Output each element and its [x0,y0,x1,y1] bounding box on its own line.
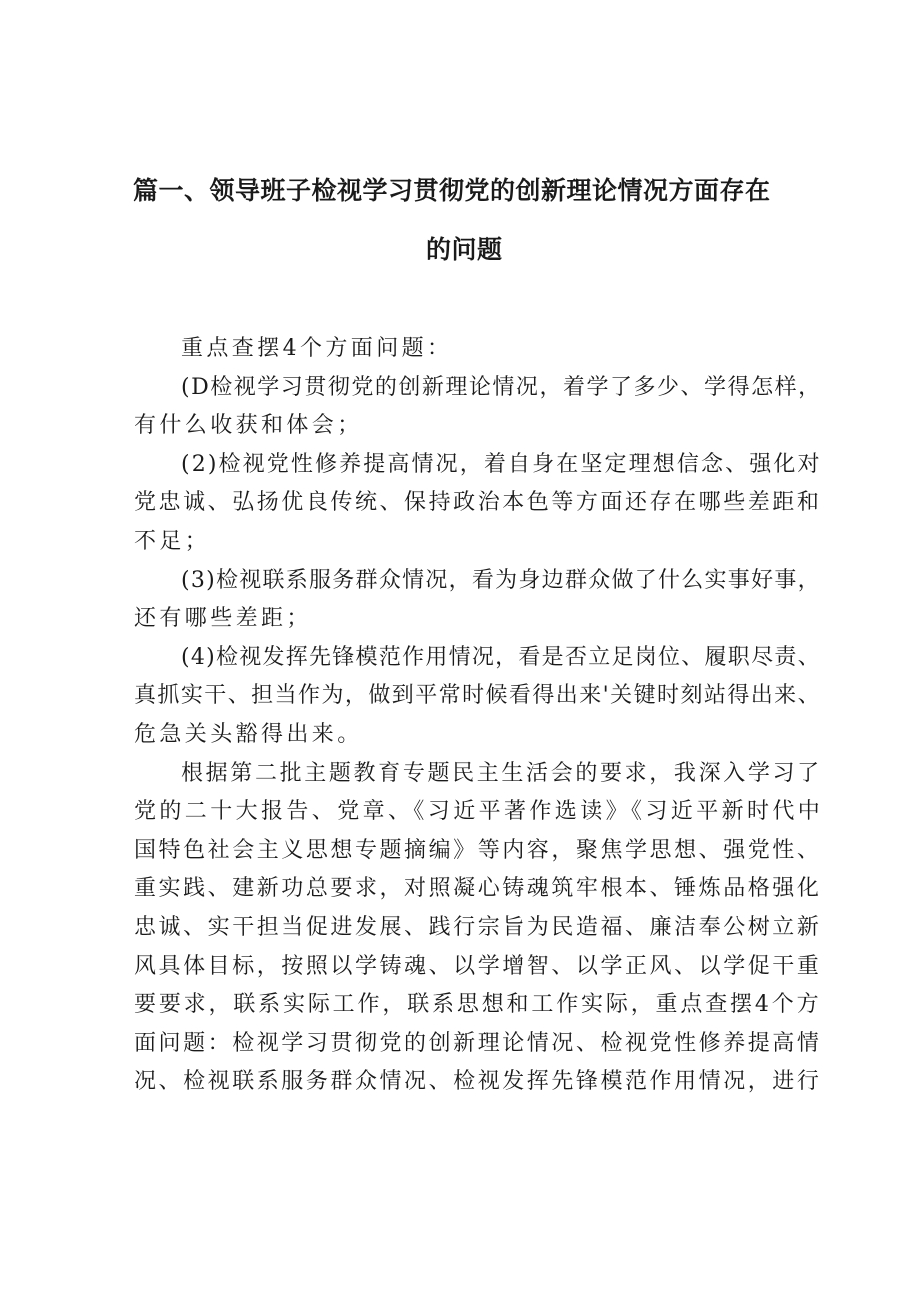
body-line: 国特色社会主义思想专题摘编》等内容，聚焦学思想、强党性、 [134,837,822,863]
document-title-line-1: 篇一、领导班子检视学习贯彻党的创新理论情况方面存在 [133,176,771,205]
document-title-line-2: 的问题 [426,235,503,264]
body-line: 有什么收获和体会； [134,413,363,439]
body-line: 况、检视联系服务群众情况、检视发挥先锋模范作用情况，进行 [134,1069,822,1095]
body-line: 要要求，联系实际工作，联系思想和工作实际，重点查摆4个方 [134,992,822,1018]
body-line: (4)检视发挥先锋模范作用情况，看是否立足岗位、履职尽责、 [181,644,821,670]
body-line: (D检视学习贯彻党的创新理论情况，着学了多少、学得怎样， [181,374,822,400]
body-line: 重点查摆4个方面问题： [181,336,453,361]
body-line: (2)检视党性修养提高情况，着自身在坚定理想信念、强化对 [181,451,822,477]
body-line: 根据第二批主题教育专题民主生活会的要求，我深入学习了 [181,760,822,786]
body-line: 危急关头豁得出来。 [134,721,363,747]
body-line: 还有哪些差距； [134,606,312,632]
body-line: (3)检视联系服务群众情况，看为身边群众做了什么实事好事， [181,567,821,593]
body-line: 重实践、建新功总要求，对照凝心铸魂筑牢根本、锤炼品格强化 [134,876,822,902]
body-line: 风具体目标，按照以学铸魂、以学增智、以学正风、以学促干重 [134,953,822,979]
body-line: 党忠诚、弘扬优良传统、保持政治本色等方面还存在哪些差距和 [134,490,822,516]
body-line: 党的二十大报告、党章、《习近平著作选读》《习近平新时代中 [134,799,824,825]
body-line: 真抓实干、担当作为，做到平常时候看得出来'关键时刻站得出来、 [134,683,822,709]
body-line: 面问题：检视学习贯彻党的创新理论情况、检视党性修养提高情 [134,1030,822,1056]
document-body [134,330,824,1102]
body-line: 不足； [134,528,211,554]
body-line: 忠诚、实干担当促进发展、践行宗旨为民造福、廉洁奉公树立新 [134,914,822,940]
